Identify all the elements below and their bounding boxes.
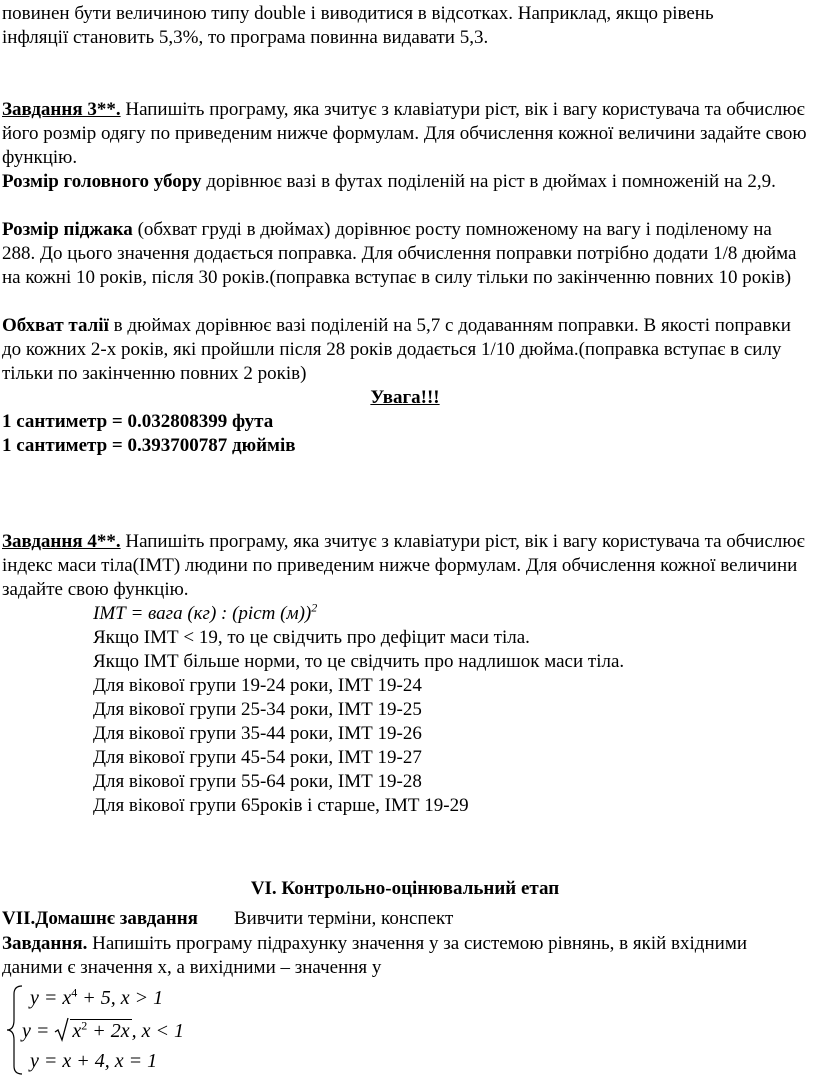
section-6-heading: VI. Контрольно-оцінювальний етап	[250, 878, 560, 899]
radicand-rest: + 2x	[87, 1020, 130, 1042]
bmi-line: Для вікової групи 45-54 роки, ІМТ 19-27	[93, 747, 422, 768]
attention-heading	[2, 386, 808, 410]
waist-paragraph	[2, 314, 808, 386]
section-7-text: Вивчити терміни, конспект	[233, 908, 454, 929]
equation-3: y = x + 4, x = 1	[30, 1050, 158, 1072]
section-7-heading: VII.Домашнє завдання	[2, 908, 198, 929]
waist-text: в дюймах дорівнює вазі поділеній на 5,7 с додаванням поправки. В якості поправки до кожних 2-х років, які пройшли після 28 років додається 1/10 дюйма.(поправка вступає в силу тільки по закінченню повних 2 років)	[2, 315, 791, 384]
bmi-line: Для вікової групи 65років і старше, ІМТ 19-29	[93, 795, 469, 816]
equation-1	[30, 986, 163, 1010]
task4-title: Завдання 4**.	[2, 531, 121, 552]
homework-task-label: Завдання.	[2, 933, 88, 954]
radicand-exponent: 2	[81, 1018, 88, 1033]
equation-2-condition: , x < 1	[131, 1020, 185, 1042]
bmi-line: Якщо ІМТ < 19, то це свідчить про дефіцит маси тіла.	[93, 627, 530, 648]
jacket-label: Розмір піджака	[2, 219, 133, 240]
equation-2-lhs: y =	[22, 1020, 55, 1042]
equation-1-lhs: y = x	[30, 987, 72, 1009]
jacket-text: (обхват груді в дюймах) дорівнює росту помноженому на вагу і поділеному на 288. До цього значення додається поправка. Для обчислення поправки потрібно додати 1/8 дюйма на кожні 10 років, після 30 років.(поправка вступає в силу тільки по закінченню повних 10 років)	[2, 219, 797, 288]
square-root-sign	[54, 1017, 70, 1043]
equation-2	[22, 1017, 184, 1043]
radicand	[70, 1019, 131, 1042]
attention-text: Увага!!!	[370, 387, 440, 408]
intro-line-2: інфляції становить 5,3%, то програма повинна видавати 5,3.	[2, 27, 489, 48]
equation-1-rhs: + 5, x > 1	[77, 987, 164, 1009]
hat-text: дорівнює вазі в футах поділеній на ріст в дюймах і помноженій на 2,9.	[201, 171, 776, 192]
task3-title: Завдання 3**.	[2, 99, 121, 120]
bmi-formula-text: ІМТ = вага (кг) : (ріст (м))	[93, 603, 312, 624]
task3-paragraph	[2, 98, 808, 170]
homework-task-text: Напишіть програму підрахунку значення у за системою рівнянь, в якій вхідними даними є значення х, а вихідними – значення у	[2, 933, 748, 978]
hat-paragraph	[2, 170, 808, 194]
section-7-line	[2, 907, 453, 931]
radicand-base: x	[72, 1020, 82, 1042]
bmi-line: Для вікової групи 35-44 роки, ІМТ 19-26	[93, 723, 422, 744]
bmi-line: Якщо ІМТ більше норми, то це свідчить про надлишок маси тіла.	[93, 651, 625, 672]
hat-label: Розмір головного убору	[2, 171, 202, 192]
task4-text: Напишіть програму, яка зчитує з клавіатури ріст, вік і вагу користувача та обчислює індекс маси тіла(ІМТ) людини по приведеним нижче формулам. Для обчислення кожної величини задайте свою функцію.	[2, 531, 805, 600]
bmi-line: Для вікової групи 19-24 роки, ІМТ 19-24	[93, 675, 422, 696]
homework-task-paragraph	[2, 932, 808, 980]
bmi-formula	[93, 602, 317, 626]
jacket-paragraph	[2, 218, 808, 290]
intro-line-1: повинен бути величиною типу double і виводитися в відсотках. Наприклад, якщо рівень	[2, 3, 714, 24]
task4-paragraph	[2, 530, 808, 602]
bmi-line: Для вікової групи 55-64 роки, ІМТ 19-28	[93, 771, 422, 792]
bmi-formula-exponent: 2	[311, 600, 318, 615]
equation-1-exponent: 4	[71, 985, 78, 1000]
bmi-line: Для вікової групи 25-34 роки, ІМТ 19-25	[93, 699, 422, 720]
conversion-inches: 1 сантиметр = 0.393700787 дюймів	[2, 435, 296, 456]
task3-text: Напишіть програму, яка зчитує з клавіатури ріст, вік і вагу користувача та обчислює його розмір одягу по приведеним нижче формулам. Для обчислення кожної величини задайте свою функцію.	[2, 99, 807, 168]
waist-label: Обхват талії	[2, 315, 109, 336]
conversion-feet: 1 сантиметр = 0.032808399 фута	[2, 411, 274, 432]
